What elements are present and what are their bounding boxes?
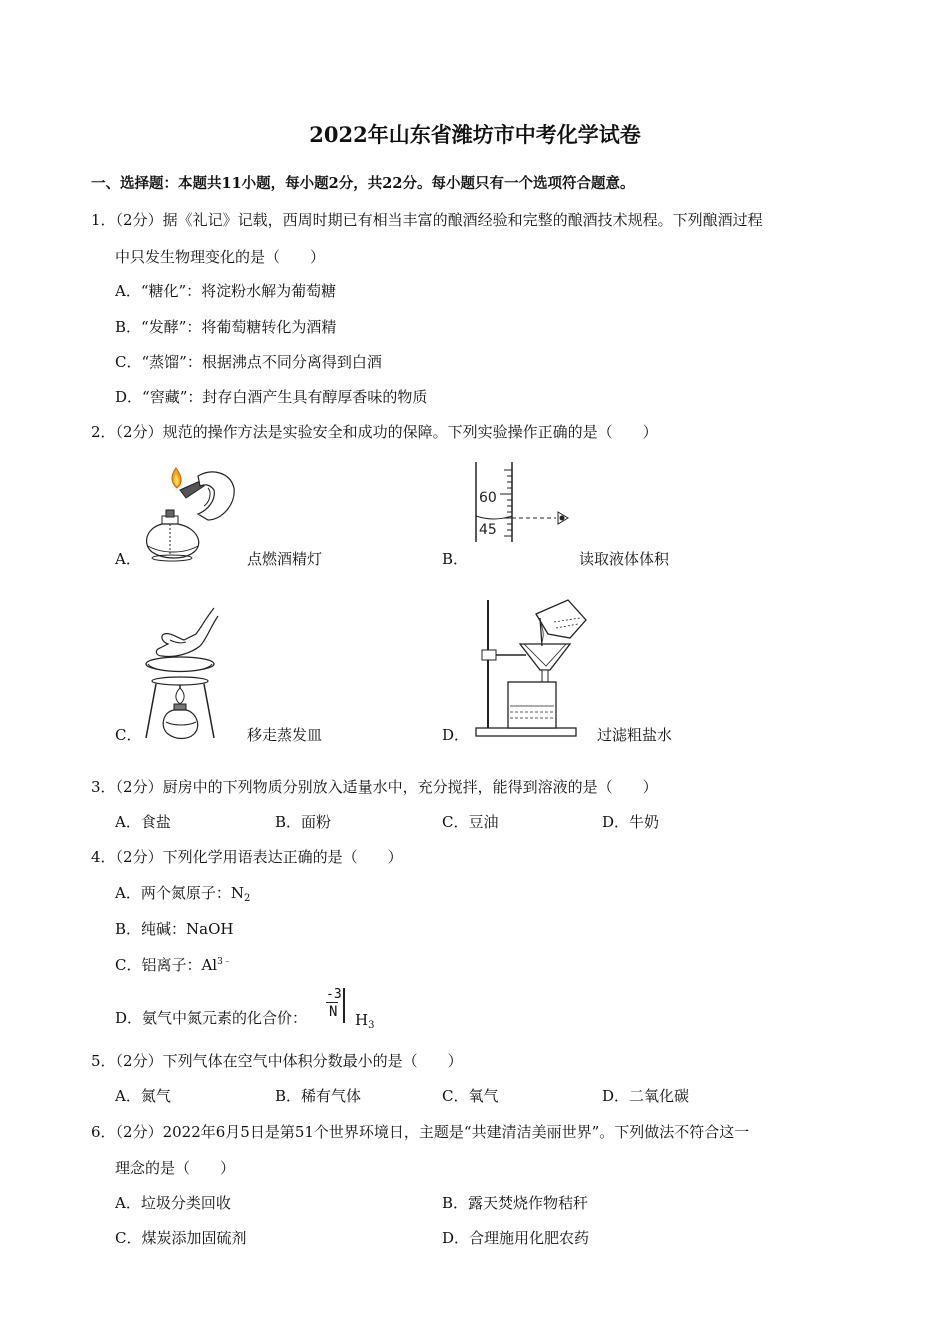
q1-option-a: A．“糖化”：将淀粉水解为葡萄糖 — [115, 282, 337, 300]
valence-element: N — [329, 1004, 338, 1020]
q5-option-a: A．氮气 — [115, 1087, 171, 1105]
q3-option-a: A．食盐 — [115, 813, 171, 831]
valence-value: -3 — [326, 987, 342, 1002]
graduated-cylinder-figure — [470, 460, 575, 545]
q2-option-b-caption: 读取液体体积 — [579, 550, 670, 568]
page-title: 2022年山东省潍坊市中考化学试卷 — [309, 122, 641, 147]
filtration-figure — [474, 592, 592, 740]
q5-option-b: B．稀有气体 — [275, 1087, 362, 1105]
q6-option-c: C．煤炭添加固硫剂 — [115, 1229, 247, 1247]
q3-option-b: B．面粉 — [275, 813, 332, 831]
q5-option-c: C．氧气 — [442, 1087, 499, 1105]
q2-option-b-letter: B． — [442, 550, 469, 568]
q2-stem: 2．（2分）规范的操作方法是实验安全和成功的保障。下列实验操作正确的是（ ） — [91, 423, 658, 441]
q4-option-a: A．两个氮原子：$N_2$ — [115, 884, 251, 904]
mark-60: 60 — [479, 490, 497, 506]
mark-45: 45 — [479, 522, 497, 538]
q4-option-c: C．铝离子：$Al^{3﹣}$ — [115, 956, 232, 974]
q6-stem-line1: 6．（2分）2022年6月5日是第51个世界环境日，主题是“共建清洁美丽世界”。下列做法不符合这一 — [91, 1123, 750, 1141]
q3-stem: 3．（2分）厨房中的下列物质分别放入适量水中，充分搅拌，能得到溶液的是（ ） — [91, 778, 658, 796]
q4-option-b: B．纯碱：NaOH — [115, 920, 234, 938]
q4-option-d: D．氨气中氮元素的化合价： — [115, 1009, 308, 1027]
q2-option-a-caption: 点燃酒精灯 — [247, 550, 323, 568]
q4-stem: 4．（2分）下列化学用语表达正确的是（ ） — [91, 848, 403, 866]
q1-option-c: C．“蒸馏”：根据沸点不同分离得到白酒 — [115, 353, 382, 371]
q2-option-c-caption: 移走蒸发皿 — [247, 726, 323, 744]
valence-notation — [325, 986, 345, 1026]
q3-option-d: D．牛奶 — [602, 813, 660, 831]
q2-option-d-letter: D． — [442, 726, 470, 744]
q2-option-c-letter: C． — [115, 726, 142, 744]
q5-option-d: D．二氧化碳 — [602, 1087, 690, 1105]
section-heading: 一、选择题：本题共11小题，每小题2分，共22分。每小题只有一个选项符合题意。 — [91, 175, 635, 192]
alcohol-lamp-figure — [138, 458, 242, 566]
q2-option-d-caption: 过滤粗盐水 — [597, 726, 673, 744]
q6-stem-line2: 理念的是（ ） — [115, 1159, 236, 1177]
q6-option-d: D．合理施用化肥农药 — [442, 1229, 590, 1247]
q4-option-d-formula: $H_3$ — [355, 1011, 375, 1031]
q1-stem-line1: 1．（2分）据《礼记》记载，西周时期已有相当丰富的酿酒经验和完整的酿酒技术规程。下列酿酒过程 — [91, 211, 763, 229]
q1-option-d: D．“窖藏”：封存白酒产生具有醇厚香味的物质 — [115, 388, 428, 406]
q6-option-b: B．露天焚烧作物秸秆 — [442, 1194, 589, 1212]
q2-option-a-letter: A． — [115, 550, 141, 568]
q1-stem-line2: 中只发生物理变化的是（ ） — [115, 248, 326, 266]
evaporating-dish-figure — [140, 604, 222, 746]
q1-option-b: B．“发酵”：将葡萄糖转化为酒精 — [115, 318, 337, 336]
q6-option-a: A．垃圾分类回收 — [115, 1194, 231, 1212]
q5-stem: 5．（2分）下列气体在空气中体积分数最小的是（ ） — [91, 1052, 463, 1070]
q3-option-c: C．豆油 — [442, 813, 499, 831]
